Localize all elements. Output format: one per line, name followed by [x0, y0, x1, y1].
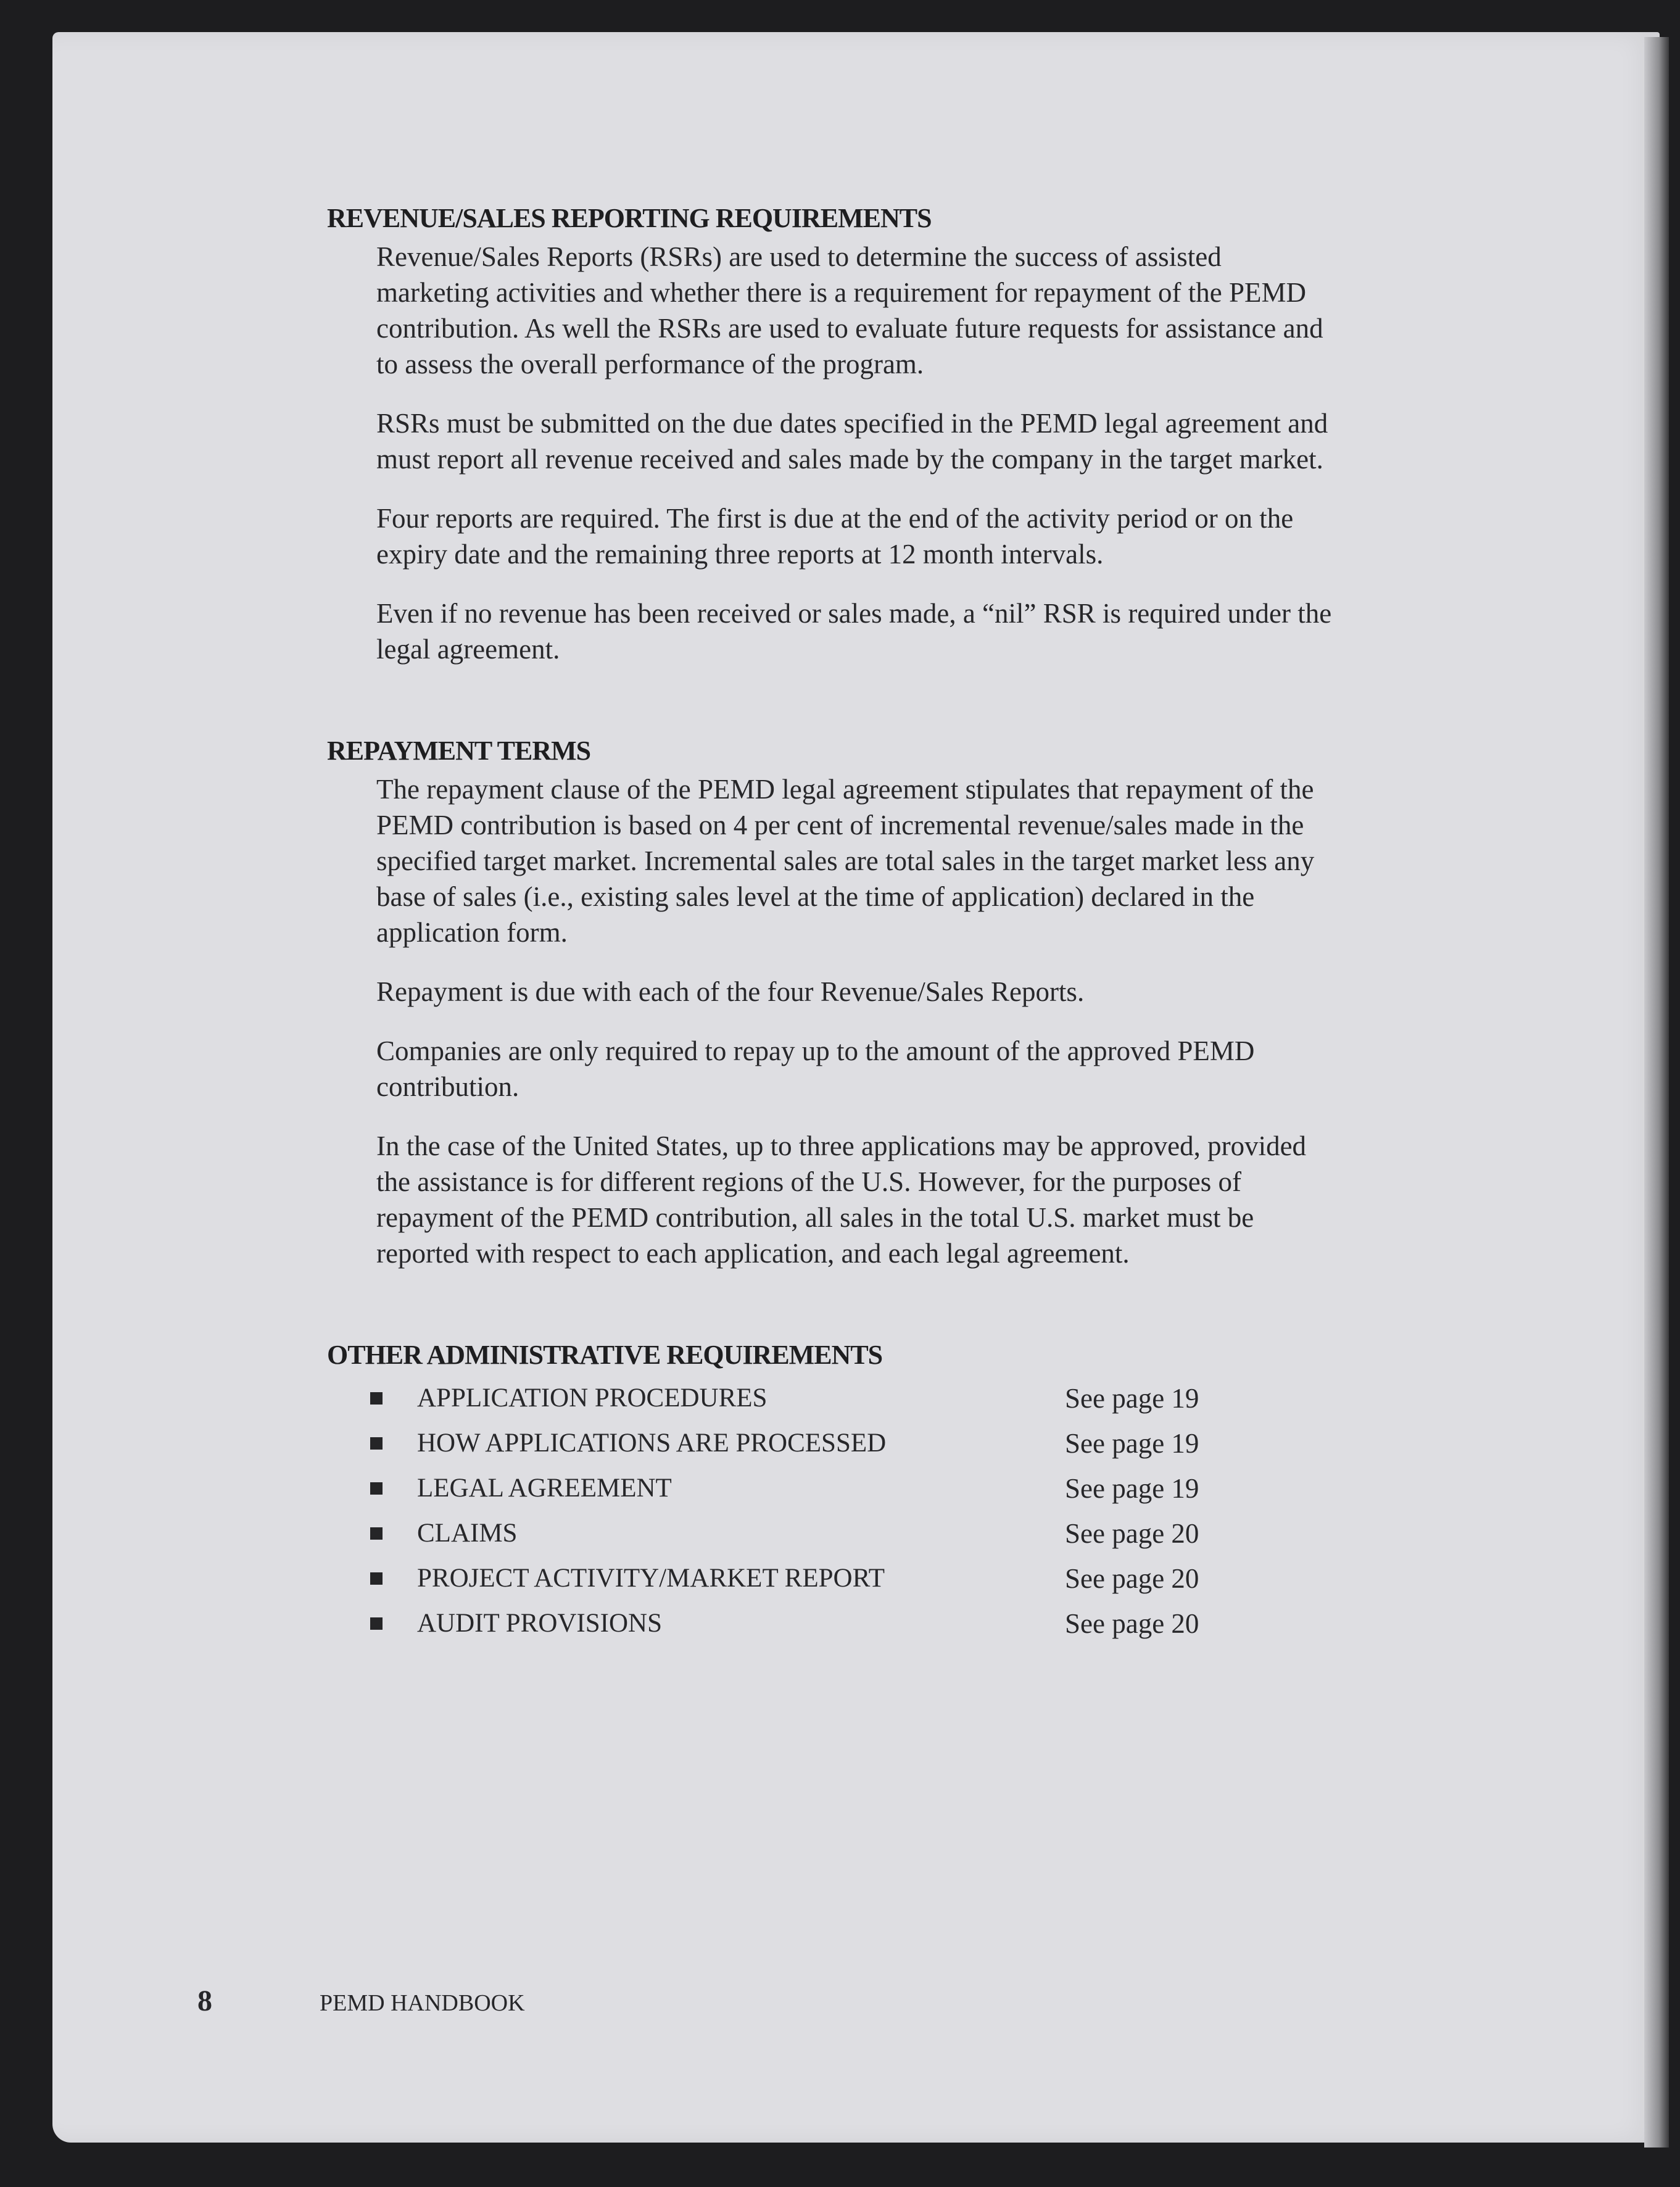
page-reference: See page 19	[1065, 1427, 1199, 1459]
section-heading: REPAYMENT TERMS	[327, 736, 591, 766]
page-number: 8	[197, 1985, 212, 2017]
list-item	[370, 1376, 1376, 1421]
paragraph: The repayment clause of the PEMD legal agreement stipulates that repayment of the PEMD contribution is based on 4 per cent of incremental revenue/sales made in the specified target market. Incremental sales are total sales in the target market less any base of sales (i.e., existing sales level at the time of application) declared in the application form.	[376, 774, 1315, 948]
section-revenue-reporting	[327, 202, 1376, 667]
square-bullet-icon	[370, 1572, 383, 1585]
section-body	[327, 771, 1339, 1271]
requirement-label: HOW APPLICATIONS ARE PROCESSED	[417, 1429, 887, 1458]
list-item	[370, 1466, 1376, 1511]
paragraph: In the case of the United States, up to three applications may be approved, provided the assistance is for different regions of the U.S. However, for the purposes of repayment of the PEMD contribution, all sales in the total U.S. market must be reported with respect to each application, and each legal agreement.	[376, 1131, 1307, 1269]
list-item	[370, 1601, 1376, 1646]
list-item	[370, 1421, 1376, 1466]
paragraph: Four reports are required. The first is due at the end of the activity period or on the expiry date and the remaining three reports at 12 month intervals.	[376, 503, 1294, 570]
paragraph: RSRs must be submitted on the due dates specified in the PEMD legal agreement and must report all revenue received and sales made by the company in the target market.	[376, 408, 1328, 475]
section-repayment-terms	[327, 735, 1376, 1271]
square-bullet-icon	[370, 1527, 383, 1540]
section-other-requirements	[327, 1339, 1376, 1646]
page-reference: See page 19	[1065, 1382, 1199, 1414]
paragraph: Even if no revenue has been received or sales made, a “nil” RSR is required under the legal agreement.	[376, 598, 1332, 665]
square-bullet-icon	[370, 1482, 383, 1495]
paragraph: Revenue/Sales Reports (RSRs) are used to determine the success of assisted marketing activities and whether there is a requirement for repayment of the PEMD contribution. As well the RSRs are used to evaluate future requests for assistance and to assess the overall performance of the program.	[376, 241, 1323, 380]
paragraph: Repayment is due with each of the four Revenue/Sales Reports.	[376, 976, 1085, 1007]
requirement-label: AUDIT PROVISIONS	[417, 1609, 662, 1638]
paragraph: Companies are only required to repay up to the amount of the approved PEMD contribution.	[376, 1035, 1255, 1102]
page-reference: See page 20	[1065, 1562, 1199, 1594]
page-content	[327, 202, 1376, 1714]
section-heading: REVENUE/SALES REPORTING REQUIREMENTS	[327, 203, 932, 233]
footer-title: PEMD HANDBOOK	[320, 1990, 525, 2016]
square-bullet-icon	[370, 1392, 383, 1405]
list-item	[370, 1511, 1376, 1556]
requirement-label: LEGAL AGREEMENT	[417, 1474, 672, 1503]
square-bullet-icon	[370, 1617, 383, 1630]
page-footer	[197, 1984, 525, 2018]
page-reference: See page 20	[1065, 1608, 1199, 1639]
requirement-label: APPLICATION PROCEDURES	[417, 1384, 768, 1413]
section-body	[327, 239, 1339, 667]
section-heading: OTHER ADMINISTRATIVE REQUIREMENTS	[327, 1340, 883, 1370]
square-bullet-icon	[370, 1437, 383, 1450]
requirements-list	[327, 1376, 1376, 1646]
requirement-label: CLAIMS	[417, 1519, 518, 1548]
list-item	[370, 1556, 1376, 1601]
requirement-label: PROJECT ACTIVITY/MARKET REPORT	[417, 1564, 885, 1593]
page-reference: See page 19	[1065, 1472, 1199, 1504]
page-reference: See page 20	[1065, 1517, 1199, 1549]
page-edge	[1644, 37, 1669, 2148]
